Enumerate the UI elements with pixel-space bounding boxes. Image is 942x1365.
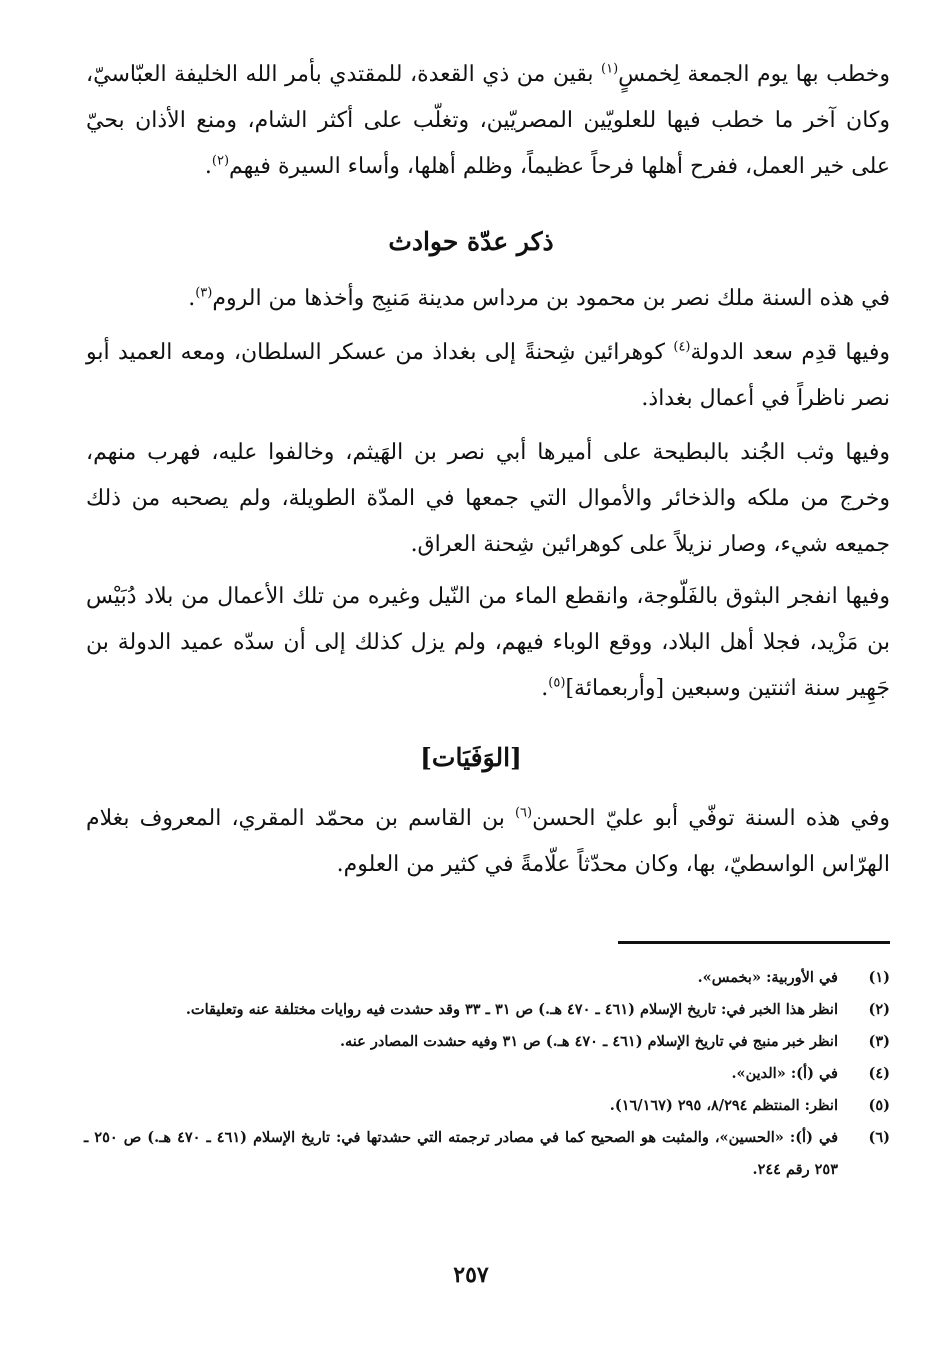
footnote	[84, 1058, 890, 1090]
paragraph-text: وفيها وثب الجُند بالبطيحة على أميرها أبي نصر بن الهَيثم، وخالفوا عليه، فهرب منهم، وخرج من ملكه والذخائر والأموال التي جمعها في المدّة الطويلة، ولم يصحبه من ذلك جميعه شيء، وصار نزيلاً على كوهرائين شِحنة العراق.	[86, 440, 890, 557]
paragraph-falluja	[86, 574, 890, 712]
footnote-divider	[618, 941, 890, 944]
footnote-text: انظر خبر منبج في تاريخ الإسلام (٤٦١ ـ ٤٧٠ هـ.) ص ٣١ وفيه حشدت المصادر عنه.	[339, 1033, 838, 1050]
footnote-marker: (٥)	[548, 675, 566, 691]
paragraph-text: وفيها قدِم سعد الدولة	[690, 340, 890, 365]
footnote	[84, 962, 890, 994]
footnote-marker: (٣)	[195, 285, 213, 301]
footnote	[84, 1090, 890, 1122]
footnote-text: في الأوربية: «بخمس».	[697, 969, 838, 986]
paragraph-text: بقين من ذي القعدة، للمقتدي بأمر الله الخليفة العبّاسيّ، وكان آخر ما خطب فيها للعلويّين المصريّين، وتغلّب على أكثر الشام، ومنع الأذان بحيّ على خير العمل، ففرح أهلها فرحاً عظيماً، وظلم أهلها، وأساء السيرة فيهم	[86, 62, 890, 179]
page-number: ٢٥٧	[453, 1262, 489, 1288]
footnote-marker: (٦)	[514, 805, 533, 821]
paragraph-saad-aldawla	[86, 330, 890, 422]
paragraph-text: وخطب بها يوم الجمعة لِخمسٍ	[618, 62, 890, 87]
footnote-number: (٣)	[868, 1033, 890, 1050]
footnote-text: انظر: المنتظم ٨/٢٩٤، ٢٩٥ (١٦/١٦٧).	[609, 1097, 838, 1114]
paragraph-obituary	[86, 796, 890, 888]
paragraph-text: .	[188, 286, 196, 311]
footnote-number: (١)	[868, 969, 890, 986]
heading-deaths: [الوَفَيَات]	[420, 743, 522, 772]
footnote-text: في (أ): «الدين».	[731, 1065, 838, 1082]
paragraph-manbij	[86, 276, 890, 322]
footnote-number: (٦)	[868, 1129, 890, 1146]
heading-events: ذكر عدّة حوادث	[388, 227, 554, 256]
paragraph-batiha	[86, 430, 890, 568]
footnote-number: (٢)	[868, 1001, 890, 1018]
paragraph-text: وفي هذه السنة توفّي أبو عليّ الحسن	[532, 806, 890, 831]
footnote-marker: (١)	[601, 61, 619, 77]
footnote-text: انظر هذا الخبر في: تاريخ الإسلام (٤٦١ ـ ٤٧٠ هـ.) ص ٣١ ـ ٣٣ وقد حشدت فيه روايات مختلفة عنه وتعليقات.	[185, 1001, 838, 1018]
footnotes-section	[84, 962, 890, 1186]
paragraph-text: بن القاسم بن محمّد المقري، المعروف بغلام الهرّاس الواسطيّ، بها، وكان محدّثاً علّامةً في كثير من العلوم.	[86, 806, 890, 877]
footnote-text: في (أ): «الحسين»، والمثبت هو الصحيح كما في مصادر ترجمته التي حشدتها في: تاريخ الإسلام (٤٦١ ـ ٤٧٠ هـ.) ص ٢٥٠ ـ ٢٥٣ رقم ٢٤٤.	[84, 1129, 838, 1178]
paragraph-text: في هذه السنة ملك نصر بن محمود بن مرداس مدينة مَنبِج وأخذها من الروم	[212, 286, 890, 311]
footnote-number: (٤)	[868, 1065, 890, 1082]
footnote	[84, 1026, 890, 1058]
paragraph-text: .	[204, 154, 212, 179]
footnote	[84, 994, 890, 1026]
footnote	[84, 1122, 890, 1186]
paragraph-text: .	[541, 676, 549, 701]
paragraph-text: كوهرائين شِحنةً إلى بغداذ من عسكر السلطان، ومعه العميد أبو نصر ناظراً في أعمال بغداذ.	[86, 340, 890, 411]
paragraph-text: وفيها انفجر البثوق بالفَلّوجة، وانقطع الماء من النّيل وغيره من تلك الأعمال من بلاد دُبَيْس بن مَزْيد، فجلا أهل البلاد، ووقع الوباء فيهم، ولم يزل كذلك إلى أن سدّه عميد الدولة بن جَهِير سنة اثنتين وسبعين [وأربعمائة]	[86, 584, 890, 701]
footnote-marker: (٤)	[673, 339, 691, 355]
footnote-marker: (٢)	[211, 153, 230, 169]
paragraph-opening	[86, 52, 890, 190]
footnote-number: (٥)	[868, 1097, 890, 1114]
